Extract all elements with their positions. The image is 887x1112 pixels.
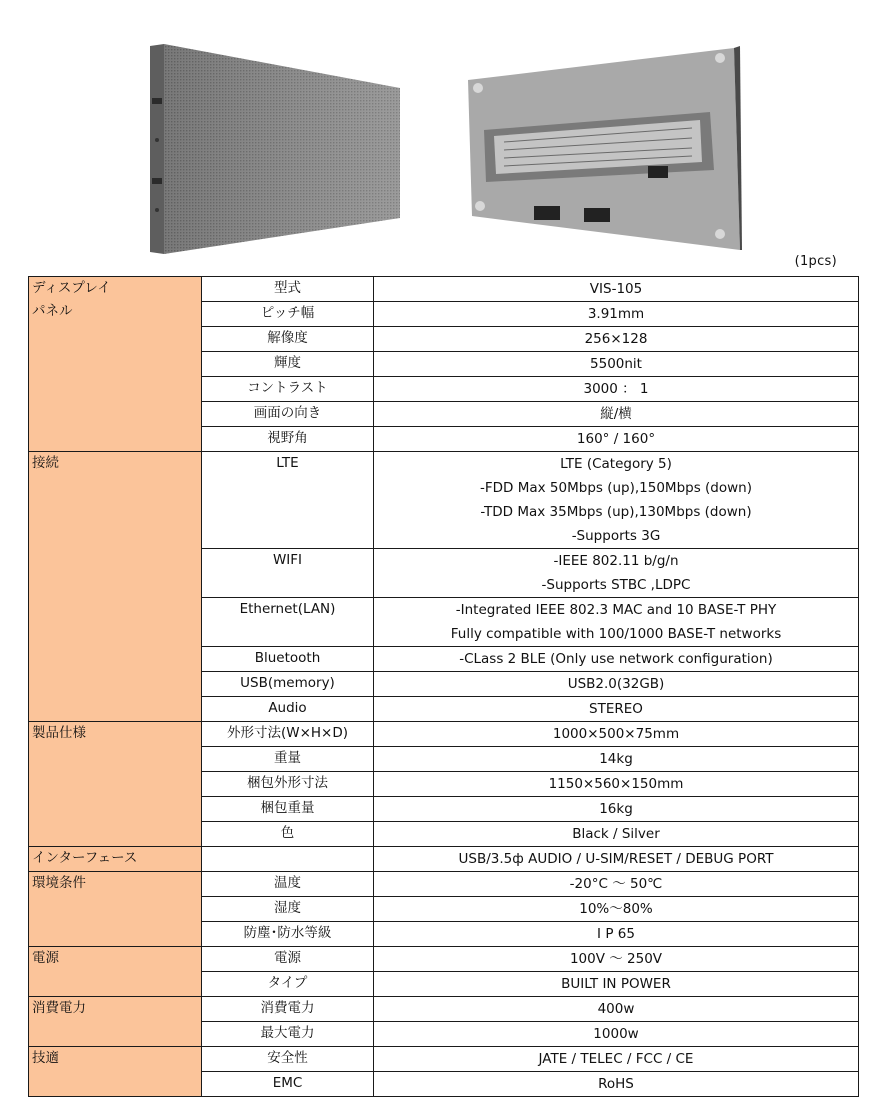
item-label: タイプ <box>202 972 374 997</box>
spec-table <box>28 276 859 1097</box>
category-label: 製品仕様 <box>32 725 86 741</box>
value-text: -CLass 2 BLE (Only use network configuration) <box>459 651 773 667</box>
item-label: 画面の向き <box>202 402 374 427</box>
value-cell <box>374 647 859 672</box>
value-text: 5500nit <box>590 356 642 372</box>
value-text: -Integrated IEEE 802.3 MAC and 10 BASE-T PHY <box>455 602 777 618</box>
category-cell <box>29 722 202 847</box>
led-panel-front-image <box>150 40 406 258</box>
value-text: VIS-105 <box>589 281 643 297</box>
value-cell <box>374 352 859 377</box>
item-label: Bluetooth <box>202 647 374 672</box>
value-cell <box>374 672 859 697</box>
value-text: I P 65 <box>597 926 635 942</box>
table-row <box>29 722 859 747</box>
value-cell <box>374 997 859 1022</box>
table-row <box>29 997 859 1022</box>
value-text: -TDD Max 35Mbps (up),130Mbps (down) <box>480 504 752 520</box>
item-label: 防塵･防水等級 <box>202 922 374 947</box>
value-cell <box>374 327 859 352</box>
category-cell <box>29 997 202 1047</box>
value-cell <box>374 822 859 847</box>
value-cell <box>374 1022 859 1047</box>
category-label: パネル <box>32 303 73 319</box>
category-label: 環境条件 <box>32 875 86 891</box>
item-label: 湿度 <box>202 897 374 922</box>
value-text: 3000 ： 1 <box>583 381 649 397</box>
quantity-note: (1pcs) <box>794 254 837 269</box>
value-text: -IEEE 802.11 b/g/n <box>553 553 679 569</box>
item-label: 梱包外形寸法 <box>202 772 374 797</box>
item-label: USB(memory) <box>202 672 374 697</box>
category-label: 電源 <box>32 950 59 966</box>
value-text: 100V ～ 250V <box>569 951 663 967</box>
item-label: Ethernet(LAN) <box>202 598 374 647</box>
item-label: 輝度 <box>202 352 374 377</box>
item-label: 型式 <box>202 277 374 302</box>
value-cell <box>374 1072 859 1097</box>
value-text: -20°C ～ 50℃ <box>569 876 663 892</box>
table-row <box>29 1047 859 1072</box>
value-cell <box>374 797 859 822</box>
value-cell <box>374 427 859 452</box>
table-row <box>29 947 859 972</box>
item-label: 温度 <box>202 872 374 897</box>
value-text: 1150×560×150mm <box>548 776 684 792</box>
item-label: WIFI <box>202 549 374 598</box>
value-cell <box>374 972 859 997</box>
table-row <box>29 277 859 302</box>
category-label: 消費電力 <box>32 1000 86 1016</box>
category-cell <box>29 947 202 997</box>
value-text: RoHS <box>598 1076 634 1092</box>
item-label: 外形寸法(W×H×D) <box>202 722 374 747</box>
value-text: 10%～80% <box>579 901 653 917</box>
value-cell <box>374 549 859 598</box>
value-cell <box>374 302 859 327</box>
item-label: 梱包重量 <box>202 797 374 822</box>
item-label: 重量 <box>202 747 374 772</box>
value-cell <box>374 922 859 947</box>
value-text: LTE (Category 5) <box>560 456 672 472</box>
value-cell <box>374 722 859 747</box>
category-cell <box>29 847 202 872</box>
item-label: Audio <box>202 697 374 722</box>
value-text: Fully compatible with 100/1000 BASE-T networks <box>450 626 782 642</box>
value-cell <box>374 747 859 772</box>
item-label: EMC <box>202 1072 374 1097</box>
category-cell <box>29 872 202 947</box>
category-label: 接続 <box>32 455 59 471</box>
category-cell <box>29 277 202 452</box>
value-cell <box>374 1047 859 1072</box>
item-label: 電源 <box>202 947 374 972</box>
value-text: -FDD Max 50Mbps (up),150Mbps (down) <box>480 480 752 496</box>
value-text: 14kg <box>599 751 633 767</box>
value-cell <box>374 697 859 722</box>
value-cell <box>374 377 859 402</box>
category-label: ディスプレイ <box>32 280 111 296</box>
value-cell <box>374 277 859 302</box>
led-panel-back-image <box>464 46 742 260</box>
item-label: LTE <box>202 452 374 549</box>
value-text: 400w <box>597 1001 635 1017</box>
category-label: インターフェース <box>32 850 138 866</box>
value-cell <box>374 598 859 647</box>
table-row <box>29 872 859 897</box>
item-label: 安全性 <box>202 1047 374 1072</box>
item-label: 消費電力 <box>202 997 374 1022</box>
value-text: -Supports 3G <box>571 528 661 544</box>
item-label: 最大電力 <box>202 1022 374 1047</box>
value-text: 256×128 <box>584 331 648 347</box>
value-cell <box>374 402 859 427</box>
value-text: 160° / 160° <box>576 431 656 447</box>
value-text: 縦/横 <box>600 406 632 422</box>
value-cell <box>374 772 859 797</box>
category-label: 技適 <box>32 1050 59 1066</box>
value-cell <box>374 897 859 922</box>
item-label: 解像度 <box>202 327 374 352</box>
item-label: 視野角 <box>202 427 374 452</box>
category-cell <box>29 452 202 722</box>
value-text: 16kg <box>599 801 633 817</box>
value-text: STEREO <box>589 701 643 717</box>
value-text: USB2.0(32GB) <box>567 676 665 692</box>
item-label: ピッチ幅 <box>202 302 374 327</box>
value-text: BUILT IN POWER <box>561 976 671 992</box>
value-text: -Supports STBC ,LDPC <box>541 577 691 593</box>
value-text: USB/3.5ф AUDIO / U-SIM/RESET / DEBUG PORT <box>458 851 774 867</box>
value-text: 1000w <box>593 1026 639 1042</box>
value-text: JATE / TELEC / FCC / CE <box>538 1051 694 1067</box>
value-cell <box>374 872 859 897</box>
value-text: 3.91mm <box>587 306 645 322</box>
table-row <box>29 847 859 872</box>
value-cell <box>374 947 859 972</box>
item-label: コントラスト <box>202 377 374 402</box>
value-text: 1000×500×75mm <box>552 726 680 742</box>
category-cell <box>29 1047 202 1097</box>
table-row <box>29 452 859 549</box>
value-text: Black / Silver <box>572 826 660 842</box>
item-label <box>202 847 374 872</box>
item-label: 色 <box>202 822 374 847</box>
value-cell <box>374 847 859 872</box>
value-cell <box>374 452 859 549</box>
